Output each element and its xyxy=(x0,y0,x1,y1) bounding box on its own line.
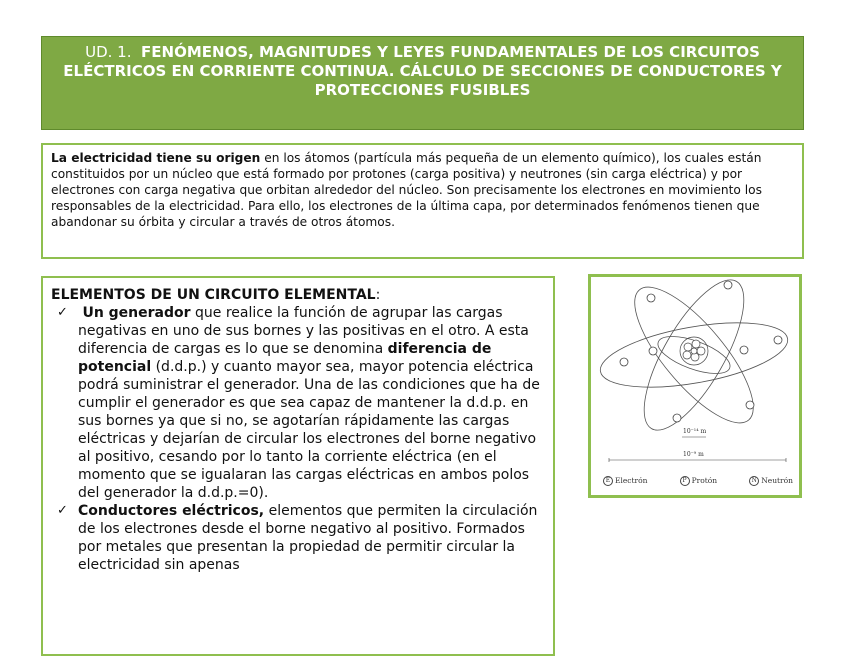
section-heading: ELEMENTOS DE UN CIRCUITO ELEMENTAL: xyxy=(51,287,381,303)
circuit-elements-section xyxy=(41,276,555,656)
document-title xyxy=(41,36,804,130)
checkmark-icon: ✓ xyxy=(57,305,68,320)
unit-title: FENÓMENOS, MAGNITUDES Y LEYES FUNDAMENTALES DE LOS CIRCUITOS ELÉCTRICOS EN CORRIENTE CONTINUA. CÁLCULO DE SECCIONES DE CONDUCTORES Y PROTECCIONES FUSIBLES xyxy=(63,43,782,99)
atom-figure xyxy=(588,274,802,498)
unit-number: UD. 1. xyxy=(85,43,132,61)
checkmark-icon: ✓ xyxy=(57,503,68,518)
scale-label-small: 10⁻¹⁴ m xyxy=(683,428,707,435)
scale-bars xyxy=(609,437,786,462)
atom-legend xyxy=(603,476,793,486)
legend-electron: E Electrón xyxy=(603,476,647,486)
legend-neutron: N Neutrón xyxy=(749,476,793,486)
intro-text: en los átomos (partícula más pequeña de un elemento químico), los cuales están constituidos por un núcleo que está formado por protones (carga positiva) y neutrones (sin carga eléctrica) y por electrones con carga negativa que orbitan alrededor del núcleo. Son precisamente los electrones en movimiento los responsables de la electricidad. Para ello, los electrones de la última capa, por determinados fenómenos tienen que abandonar su órbita y circular a través de otros átomos. xyxy=(51,151,762,229)
list-item-generator: ✓ Un generador que realice la función de agrupar las cargas negativas en uno de sus bornes y las positivas en el otro. A esta diferencia de cargas es lo que se denomina diferencia de potencial (d.d.p.) y cuanto mayor sea, mayor potencia eléctrica podrá suministrar el generador. Una de las condiciones que ha de cumplir el generador es que sea capaz de mantener la d.d.p. en sus bornes ya que si no, se agotarían rápidamente las cargas eléctricas y dejarían de circular los electrones del borne negativo al positivo, cesando por lo tanto la corriente eléctrica (en el momento que se igualaran las cargas eléctricas en ambos polos del generador la d.d.p.=0). xyxy=(57,305,540,501)
intro-bold-lead: La electricidad tiene su origen xyxy=(51,151,261,165)
intro-paragraph xyxy=(41,143,804,259)
legend-proton: P Protón xyxy=(680,476,718,486)
nucleus xyxy=(680,337,708,365)
elements-list xyxy=(51,304,545,574)
list-item-conductors: ✓ Conductores eléctricos, elementos que permiten la circulación de los electrones desde el borne negativo al positivo. Formados por metales que presentan la propiedad de permitir circular la electricidad sin apenas xyxy=(57,503,538,573)
scale-label-large: 10⁻⁹ m xyxy=(683,451,704,458)
atom-diagram xyxy=(591,277,799,495)
